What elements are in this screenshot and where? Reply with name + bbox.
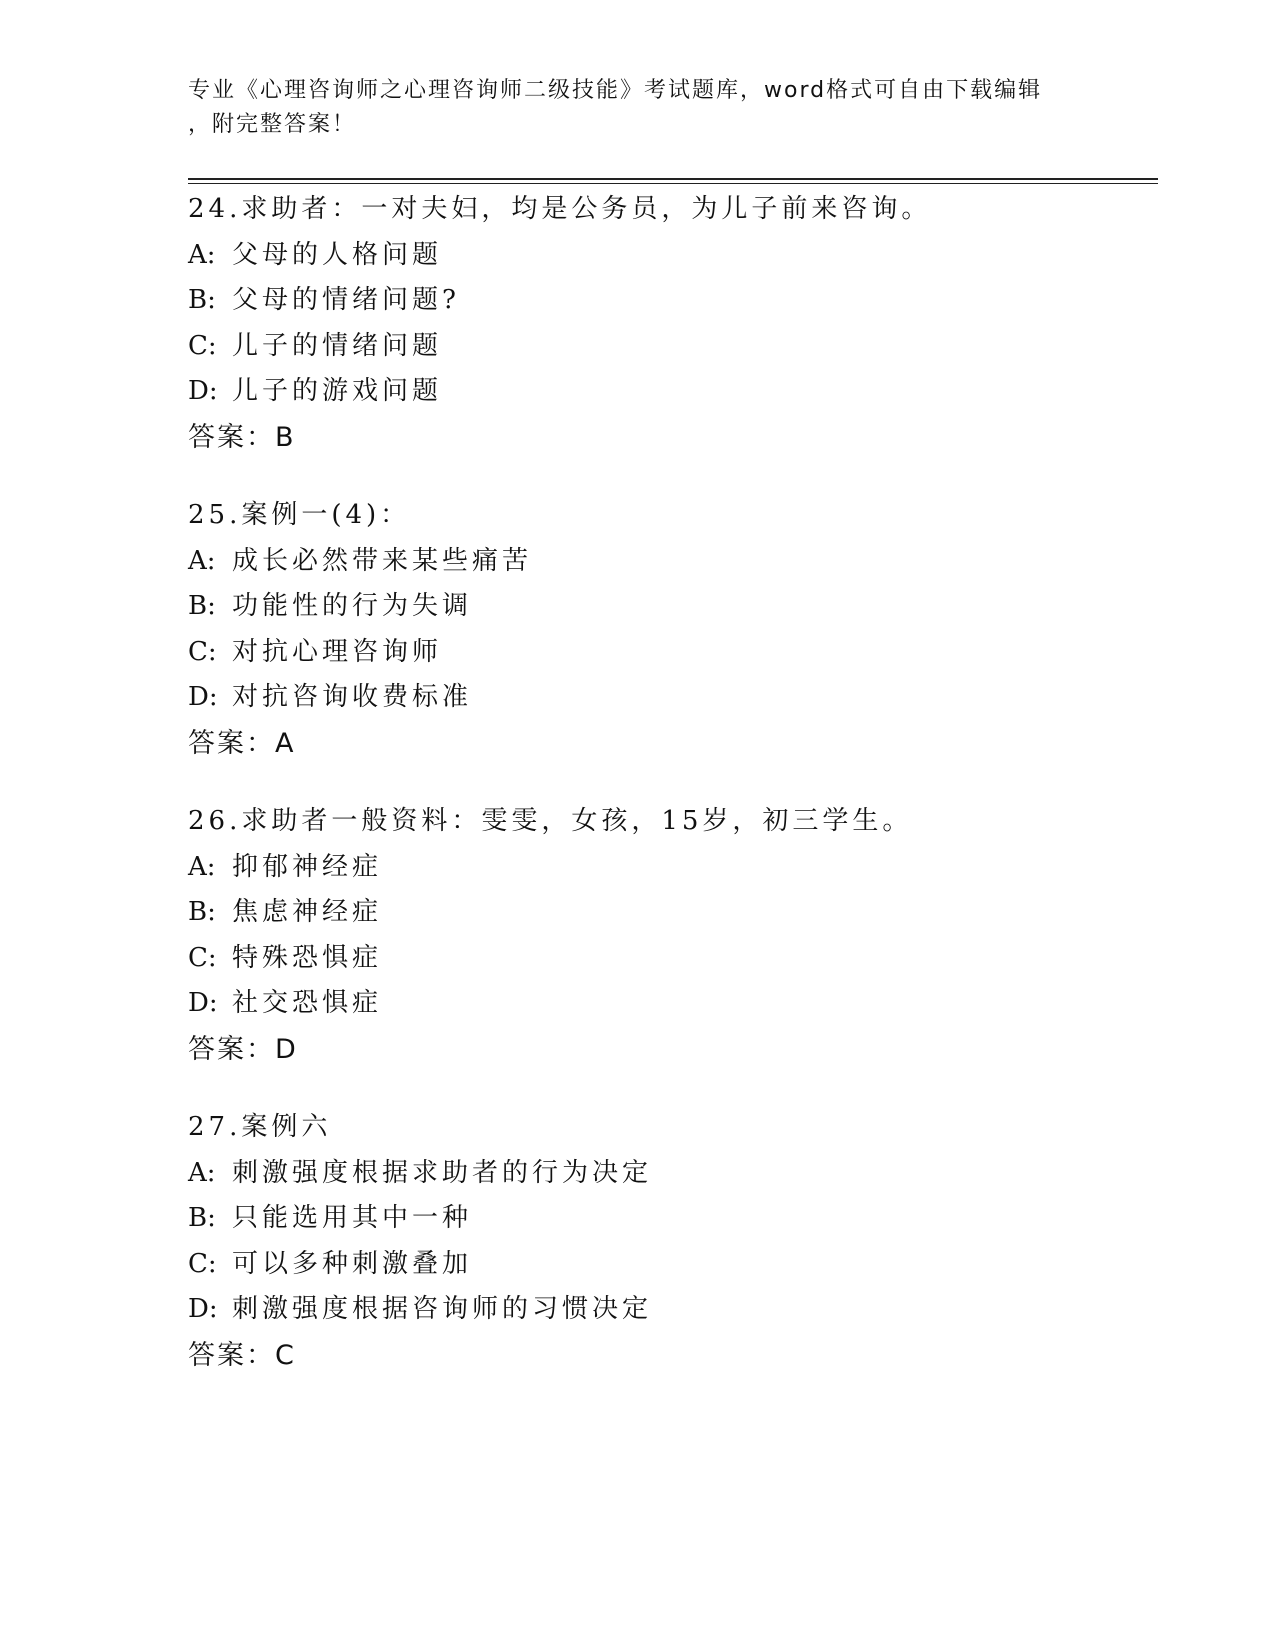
- option-key: A:: [188, 239, 216, 270]
- option-key: D:: [188, 1294, 218, 1324]
- option-key: A:: [188, 851, 216, 882]
- header-line-1: 专业《心理咨询师之心理咨询师二级技能》考试题库，word格式可自由下载编辑: [188, 78, 1043, 103]
- question-stem: 26.求助者一般资料：雯雯，女孩，15岁，初三学生。: [188, 806, 913, 836]
- option-text: 功能性的行为失调: [232, 591, 473, 621]
- option-b: [188, 278, 1088, 324]
- answer: 答案：D: [188, 1033, 298, 1065]
- question-stem: 24.求助者：一对夫妇，均是公务员，为儿子前来咨询。: [188, 194, 932, 224]
- answer: 答案：A: [188, 727, 296, 759]
- option-key: A:: [188, 1157, 216, 1188]
- option-key: A:: [188, 545, 216, 576]
- option-text: 对抗心理咨询师: [232, 636, 443, 667]
- option-d: [188, 675, 1088, 721]
- option-b: [188, 1196, 1088, 1242]
- option-text: 可以多种刺激叠加: [232, 1248, 473, 1279]
- option-b: [188, 584, 1088, 630]
- header-line-2: ，附完整答案！: [188, 112, 357, 137]
- answer: 答案：B: [188, 421, 296, 453]
- option-d: [188, 981, 1088, 1027]
- option-c: [188, 936, 1088, 982]
- option-d: [188, 1287, 1088, 1333]
- option-key: B:: [188, 591, 216, 621]
- option-d: [188, 369, 1088, 415]
- option-text: 社交恐惧症: [232, 988, 383, 1018]
- option-key: C:: [188, 1248, 217, 1279]
- option-key: D:: [188, 376, 218, 406]
- question-26: [188, 799, 1088, 1072]
- option-text: 儿子的情绪问题: [232, 330, 443, 361]
- question-stem: 25.案例一(4)：: [188, 500, 411, 530]
- option-text: 成长必然带来某些痛苦: [232, 545, 533, 576]
- document-header: [188, 74, 1088, 142]
- option-key: C:: [188, 636, 217, 667]
- option-text: 父母的人格问题: [232, 239, 443, 270]
- option-text: 父母的情绪问题?: [232, 285, 460, 315]
- option-c: [188, 1242, 1088, 1288]
- answer: 答案：C: [188, 1339, 296, 1371]
- option-a: [188, 1151, 1088, 1197]
- option-text: 焦虑神经症: [232, 897, 383, 927]
- option-text: 特殊恐惧症: [232, 942, 383, 973]
- option-key: B:: [188, 1203, 216, 1233]
- option-a: [188, 539, 1088, 585]
- double-rule-bottom: [188, 183, 1158, 184]
- double-rule-top: [188, 178, 1158, 180]
- option-text: 刺激强度根据求助者的行为决定: [232, 1157, 653, 1188]
- option-key: B:: [188, 285, 216, 315]
- option-a: [188, 233, 1088, 279]
- option-b: [188, 890, 1088, 936]
- option-c: [188, 324, 1088, 370]
- option-c: [188, 630, 1088, 676]
- option-key: D:: [188, 988, 218, 1018]
- option-key: C:: [188, 942, 217, 973]
- question-stem: 27.案例六: [188, 1112, 332, 1142]
- option-text: 只能选用其中一种: [232, 1203, 473, 1233]
- option-text: 对抗咨询收费标准: [232, 682, 473, 712]
- question-24: [188, 187, 1088, 460]
- option-key: C:: [188, 330, 217, 361]
- question-27: [188, 1105, 1088, 1378]
- option-key: D:: [188, 682, 218, 712]
- option-key: B:: [188, 897, 216, 927]
- option-text: 儿子的游戏问题: [232, 376, 443, 406]
- question-25: [188, 493, 1088, 766]
- option-text: 刺激强度根据咨询师的习惯决定: [232, 1294, 653, 1324]
- option-text: 抑郁神经症: [232, 851, 383, 882]
- option-a: [188, 845, 1088, 891]
